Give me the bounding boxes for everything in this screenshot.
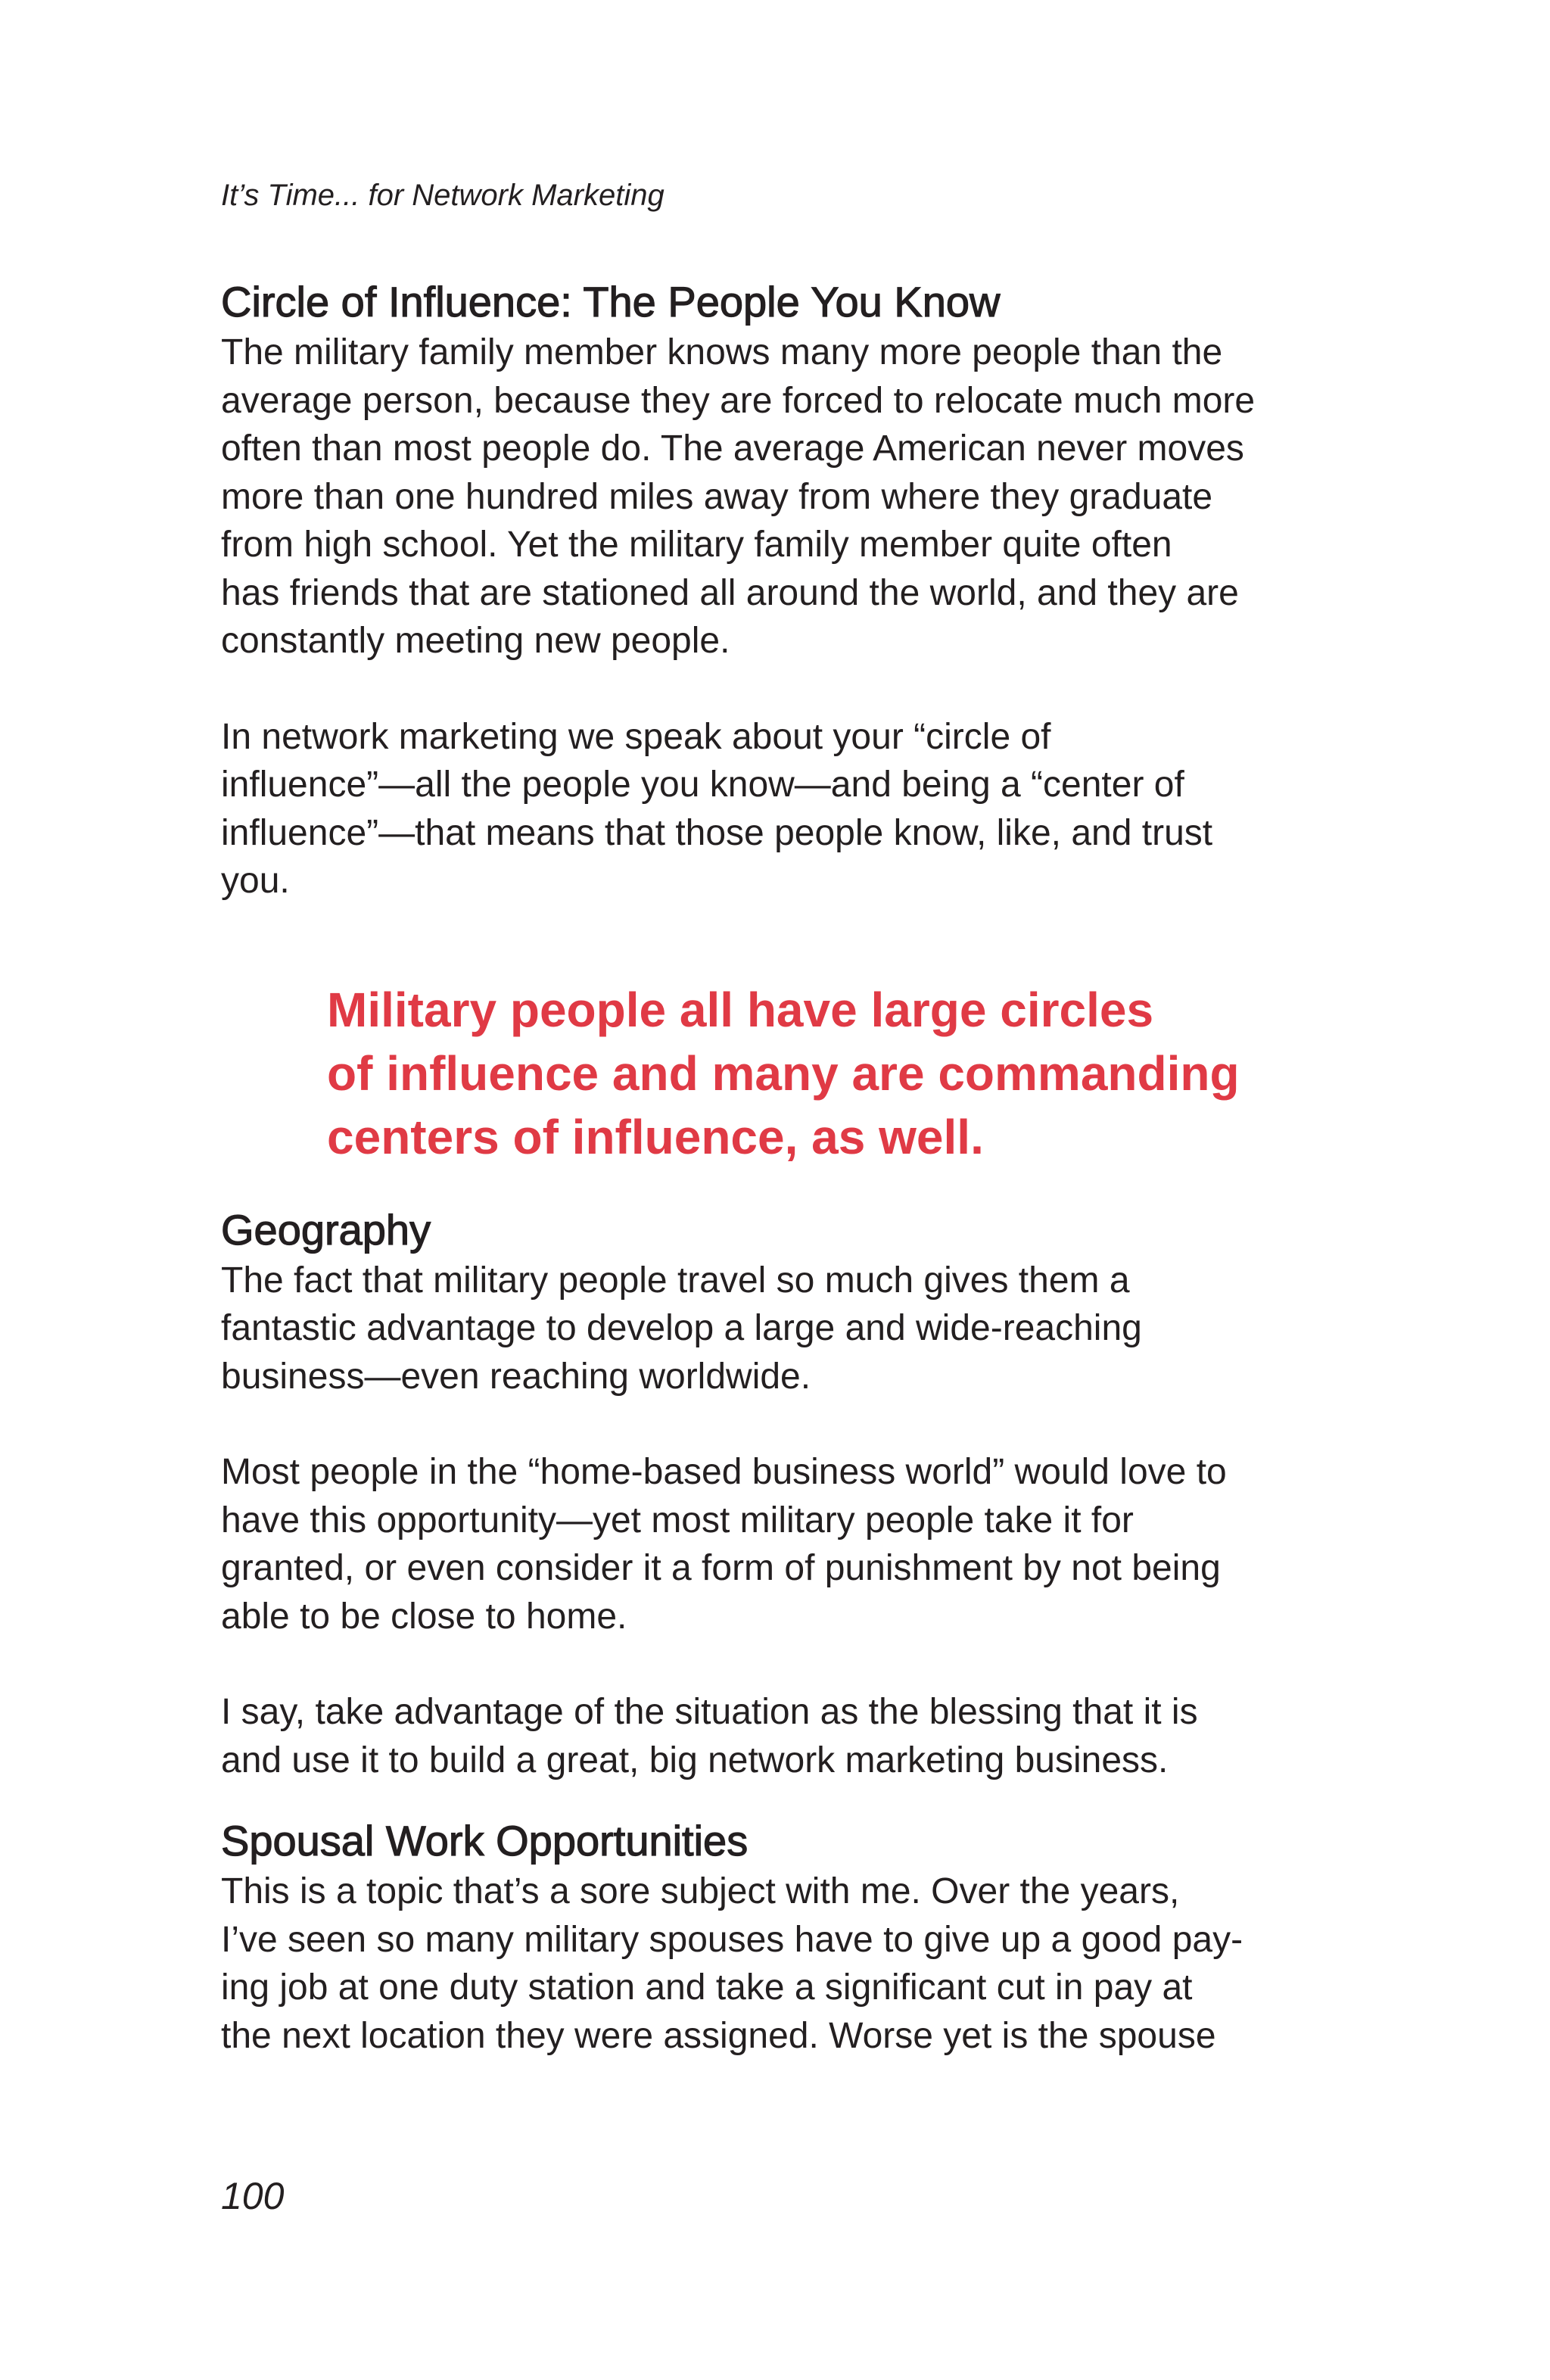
paragraph-circle-1	[221, 329, 1334, 665]
text-line: The military family member knows many more people than the	[221, 332, 1223, 372]
section-heading-spousal-work: Spousal Work Opportunities	[221, 1817, 749, 1864]
text-line: from high school. Yet the military family member quite often	[221, 525, 1172, 565]
text-line: and use it to build a great, big network marketing business.	[221, 1740, 1169, 1780]
text-line: has friends that are stationed all around the world, and they are	[221, 572, 1239, 613]
text-line: have this opportunity—yet most military people take it for	[221, 1500, 1134, 1540]
section-heading-geography: Geography	[221, 1205, 431, 1254]
text-line: This is a topic that’s a sore subject with me. Over the years,	[221, 1871, 1180, 1911]
page-body	[221, 276, 1334, 2060]
pull-quote-line: centers of influence, as well.	[327, 1109, 984, 1164]
text-line: granted, or even consider it a form of punishment by not being	[221, 1548, 1221, 1588]
text-line: constantly meeting new people.	[221, 621, 730, 661]
page-number: 100	[221, 2175, 285, 2217]
paragraph-circle-2	[221, 713, 1334, 905]
text-line: influence”—that means that those people know, like, and trust	[221, 812, 1213, 853]
text-line: I say, take advantage of the situation as the blessing that it is	[221, 1692, 1198, 1732]
text-line: The fact that military people travel so much gives them a	[221, 1260, 1130, 1301]
text-line: you.	[221, 861, 290, 901]
paragraph-geography-3	[221, 1688, 1334, 1784]
text-line: often than most people do. The average American never moves	[221, 428, 1244, 469]
section-heading-circle-of-influence: Circle of Influence: The People You Know	[221, 278, 1001, 326]
text-line: influence”—all the people you know—and being a “center of	[221, 765, 1184, 805]
text-line: fantastic advantage to develop a large and wide-reaching	[221, 1308, 1142, 1348]
text-line: average person, because they are forced to relocate much more	[221, 380, 1256, 421]
paragraph-geography-1	[221, 1257, 1334, 1401]
text-line: Most people in the “home-based business world” would love to	[221, 1452, 1227, 1492]
text-line: able to be close to home.	[221, 1596, 627, 1637]
pull-quote-line: of influence and many are commanding	[327, 1045, 1240, 1101]
text-line: the next location they were assigned. Worse yet is the spouse	[221, 2015, 1216, 2056]
pull-quote-line: Military people all have large circles	[327, 982, 1154, 1037]
text-line: In network marketing we speak about your “circle of	[221, 716, 1051, 757]
pull-quote	[327, 978, 1334, 1169]
text-line: ing job at one duty station and take a significant cut in pay at	[221, 1967, 1193, 2008]
text-line: I’ve seen so many military spouses have to give up a good pay-	[221, 1919, 1243, 1960]
paragraph-geography-2	[221, 1448, 1334, 1640]
text-line: more than one hundred miles away from where they graduate	[221, 476, 1213, 517]
paragraph-spousal-1	[221, 1868, 1334, 2060]
text-line: business—even reaching worldwide.	[221, 1356, 811, 1397]
running-header: It’s Time... for Network Marketing	[221, 179, 665, 212]
